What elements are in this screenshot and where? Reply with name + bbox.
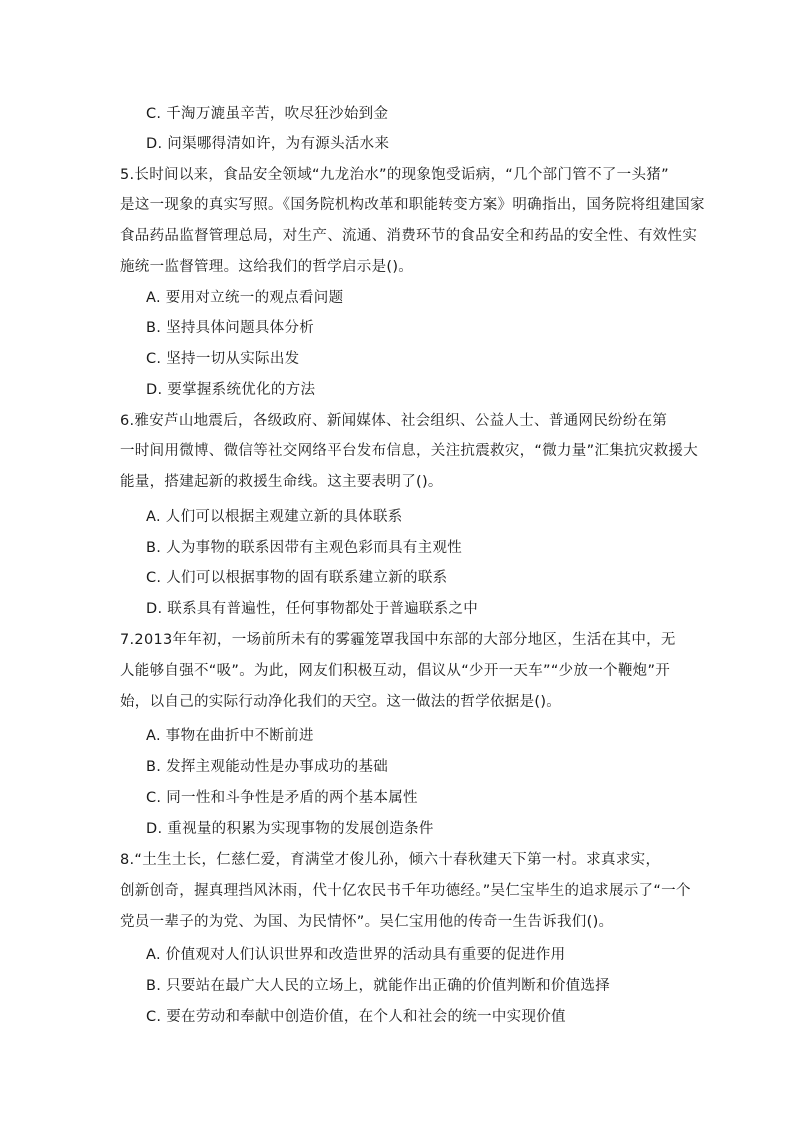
q6-option-c: C. 人们可以根据事物的固有联系建立新的联系 <box>146 570 448 586</box>
q8-option-b: B. 只要站在最广大人民的立场上，就能作出正确的价值判断和价值选择 <box>146 978 611 994</box>
q8-stem-line-3: 党员一辈子的为党、为国、为民情怀”。吴仁宝用他的传奇一生告诉我们()。 <box>120 914 614 930</box>
q5-option-d: D. 要掌握系统优化的方法 <box>146 382 316 398</box>
q8-option-c: C. 要在劳动和奉献中创造价值，在个人和社会的统一中实现价值 <box>146 1009 566 1025</box>
q7-stem-line-1: 7.2013年年初，一场前所未有的雾霾笼罩我国中东部的大部分地区，生活在其中，无 <box>120 632 676 648</box>
q5-option-a: A. 要用对立统一的观点看问题 <box>146 290 344 306</box>
q6-option-d: D. 联系具有普遍性，任何事物都处于普遍联系之中 <box>146 601 479 617</box>
q6-option-b: B. 人为事物的联系因带有主观色彩而具有主观性 <box>146 540 463 556</box>
q5-stem-line-1: 5.长时间以来，食品安全领域“九龙治水”的现象饱受诟病，“几个部门管不了一头猪” <box>120 167 669 183</box>
q5-option-c: C. 坚持一切从实际出发 <box>146 351 300 367</box>
q7-stem-line-2: 人能够自强不“吸”。为此，网友们积极互动，倡议从“少开一天车”“少放一个鞭炮”开 <box>120 663 671 679</box>
q6-stem-line-1: 6.雅安芦山地震后，各级政府、新闻媒体、社会组织、公益人士、普通网民纷纷在第 <box>120 413 668 429</box>
q5-stem-line-3: 食品药品监督管理总局，对生产、流通、消费环节的食品安全和药品的安全性、有效性实 <box>120 228 698 244</box>
q6-option-a: A. 人们可以根据主观建立新的具体联系 <box>146 509 403 525</box>
q5-stem-line-2: 是这一现象的真实写照。《国务院机构改革和职能转变方案》明确指出，国务院将组建国家 <box>120 197 705 213</box>
q7-option-c: C. 同一性和斗争性是矛盾的两个基本属性 <box>146 790 418 806</box>
q5-option-b: B. 坚持具体问题具体分析 <box>146 320 315 336</box>
q8-stem-line-1: 8.“土生土长，仁慈仁爱，育满堂才俊儿孙，倾六十春秋建天下第一村。求真求实， <box>120 852 661 868</box>
q7-option-b: B. 发挥主观能动性是办事成功的基础 <box>146 759 389 775</box>
q4-option-c: C. 千淘万漉虽辛苦，吹尽狂沙始到金 <box>146 106 389 122</box>
q7-stem-line-3: 始，以自己的实际行动净化我们的天空。这一做法的哲学依据是()。 <box>120 694 562 710</box>
q5-stem-line-4: 施统一监督管理。这给我们的哲学启示是()。 <box>120 259 414 275</box>
q8-stem-line-2: 创新创奇，握真理挡风沐雨，代十亿农民书千年功德经。”吴仁宝毕生的追求展示了“一个 <box>120 883 691 899</box>
q7-option-d: D. 重视量的积累为实现事物的发展创造条件 <box>146 821 434 837</box>
q6-stem-line-3: 能量，搭建起新的救援生命线。这主要表明了()。 <box>120 474 443 490</box>
q8-option-a: A. 价值观对人们认识世界和改造世界的活动具有重要的促进作用 <box>146 947 566 963</box>
q7-option-a: A. 事物在曲折中不断前进 <box>146 728 314 744</box>
q4-option-d: D. 问渠哪得清如许，为有源头活水来 <box>146 136 390 152</box>
q6-stem-line-2: 一时间用微博、微信等社交网络平台发布信息，关注抗震救灾，“微力量”汇集抗灾救援大 <box>120 443 699 459</box>
